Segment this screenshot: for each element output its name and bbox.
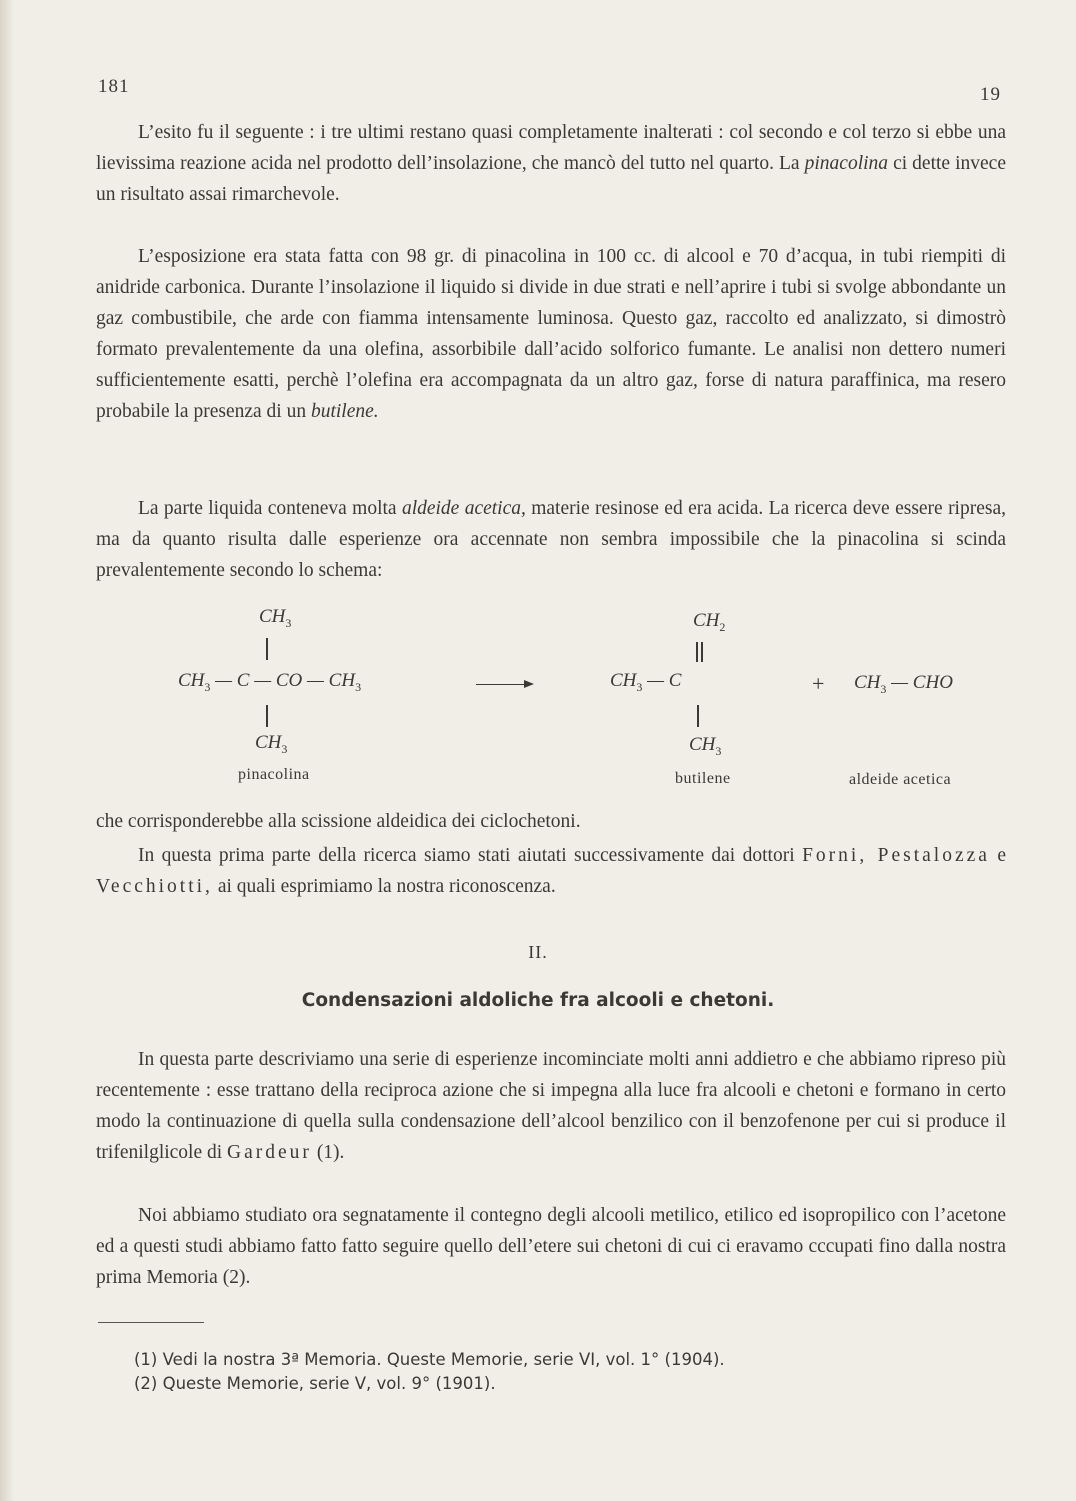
page-number-right: 19: [980, 84, 1001, 105]
paragraph-text: In questa parte descriviamo una serie di esperienze incominciate molti anni addietro e che abbiamo ripreso più recentemente : esse trattano della reciproca azione che si impegna alla luce fra alcooli e chetoni e formano in certo modo la continuazione di quella sulla condensazione dell’alcool benzilico con il benzofenone per cui si produce il trifenilglicole di: [96, 1049, 1006, 1163]
butilene-main-chain: $CH_3$ — C: [610, 670, 682, 694]
pinacolina-bottom-ch3: $CH_3$: [255, 732, 288, 756]
italic-term: aldeide acetica,: [401, 498, 526, 519]
paragraph-text: La parte liquida conteneva molta: [138, 498, 402, 519]
aldeide-formula: $CH_3$ — CHO: [854, 672, 953, 696]
italic-term: pinacolina: [804, 153, 889, 174]
paragraph-esposizione: [96, 241, 1006, 427]
paragraph-text: (1).: [311, 1142, 345, 1163]
paragraph-text: L’esito fu il seguente : i tre ultimi restano quasi completamente inalterati : col secondo e col terzo si ebbe una lievissima reazione acida nel prodotto dell’insolazione, che mancò del tutto nel quarto. La: [96, 122, 1006, 174]
bond-line: [266, 705, 268, 727]
pinacolina-main-chain: $CH_3$ — C — CO — $CH_3$: [178, 670, 362, 694]
bond-line: [266, 638, 268, 660]
reaction-arrow: [476, 684, 528, 685]
section-number: II.: [528, 942, 548, 962]
paragraph-text: In questa prima parte della ricerca siamo stati aiutati successivamente dai dottori: [138, 845, 803, 866]
butilene-top-ch2: $CH_2$: [693, 610, 726, 634]
author-names: Forni, Pestalozza: [802, 845, 990, 866]
paragraph-alcooli: [96, 1200, 1006, 1293]
paragraph-esperienze: [96, 1044, 1006, 1168]
page-number-left: 181: [98, 76, 130, 97]
double-bond-line: [701, 642, 703, 662]
paragraph-parte-liquida: [96, 493, 1006, 586]
pinacolina-label: pinacolina: [238, 766, 310, 783]
italic-term: butilene.: [310, 401, 379, 422]
footnote-1: (1) Vedi la nostra 3ª Memoria. Queste Memorie, serie VI, vol. 1° (1904).: [134, 1350, 725, 1369]
paragraph-corrisponderebbe: [96, 806, 1006, 837]
footnote-2: (2) Queste Memorie, serie V, vol. 9° (1901).: [134, 1374, 496, 1393]
paragraph-esito: [96, 117, 1006, 210]
pinacolina-top-ch3: $CH_3$: [259, 606, 292, 630]
plus-sign: +: [812, 671, 825, 696]
paragraph-text: ci dette invece un risultato assai rimarchevole.: [96, 153, 1006, 205]
paragraph-text: materie resinose ed era acida. La ricerca deve essere ripresa, ma da quanto risulta dalle esperienze ora accennate non sembra impossibile che la pinacolina si scinda prevalentemente secondo lo schema:: [96, 498, 1006, 581]
bond-line: [697, 705, 699, 727]
paragraph-text: Noi abbiamo studiato ora segnatamente il contegno degli alcooli metilico, etilico ed isopropilico con l’acetone ed a questi studi abbiamo fatto fatto seguire quello dell’etere sui chetoni di cui ci eravamo cccupati fino dalla nostra prima Memoria (2).: [96, 1205, 1006, 1288]
paragraph-ringraziamenti: [96, 840, 1006, 902]
footnote-divider: [98, 1322, 204, 1323]
arrow-head-icon: [524, 680, 534, 688]
author-name: Vecchiotti,: [96, 876, 213, 897]
double-bond-line: [696, 642, 698, 662]
paragraph-text: ai quali esprimiamo la nostra riconoscenza.: [212, 876, 556, 897]
butilene-label: butilene: [675, 770, 731, 787]
section-title: Condensazioni aldoliche fra alcooli e chetoni.: [301, 990, 775, 1011]
paragraph-text: e: [989, 845, 1006, 866]
author-name: Gardeur: [227, 1142, 312, 1163]
butilene-bottom-ch3: $CH_3$: [689, 734, 722, 758]
paragraph-text: che corrisponderebbe alla scissione aldeidica dei ciclochetoni.: [96, 811, 581, 832]
page-edge-shadow: [0, 0, 14, 1501]
aldeide-label: aldeide acetica: [849, 771, 952, 788]
paragraph-text: L’esposizione era stata fatta con 98 gr. di pinacolina in 100 cc. di alcool e 70 d’acqua, in tubi riempiti di anidride carbonica. Durante l’insolazione il liquido si divide in due strati e nell’aprire i tubi si svolge abbondante un gaz combustibile, che arde con fiamma intensamente luminosa. Questo gaz, raccolto ed analizzato, si dimostrò formato prevalentemente da una olefina, assorbibile dall’acido solforico fumante. Le analisi non dettero numeri sufficientemente esatti, perchè l’olefina era accompagnata da un altro gaz, forse di natura paraffinica, ma resero probabile la presenza di un: [96, 246, 1006, 422]
